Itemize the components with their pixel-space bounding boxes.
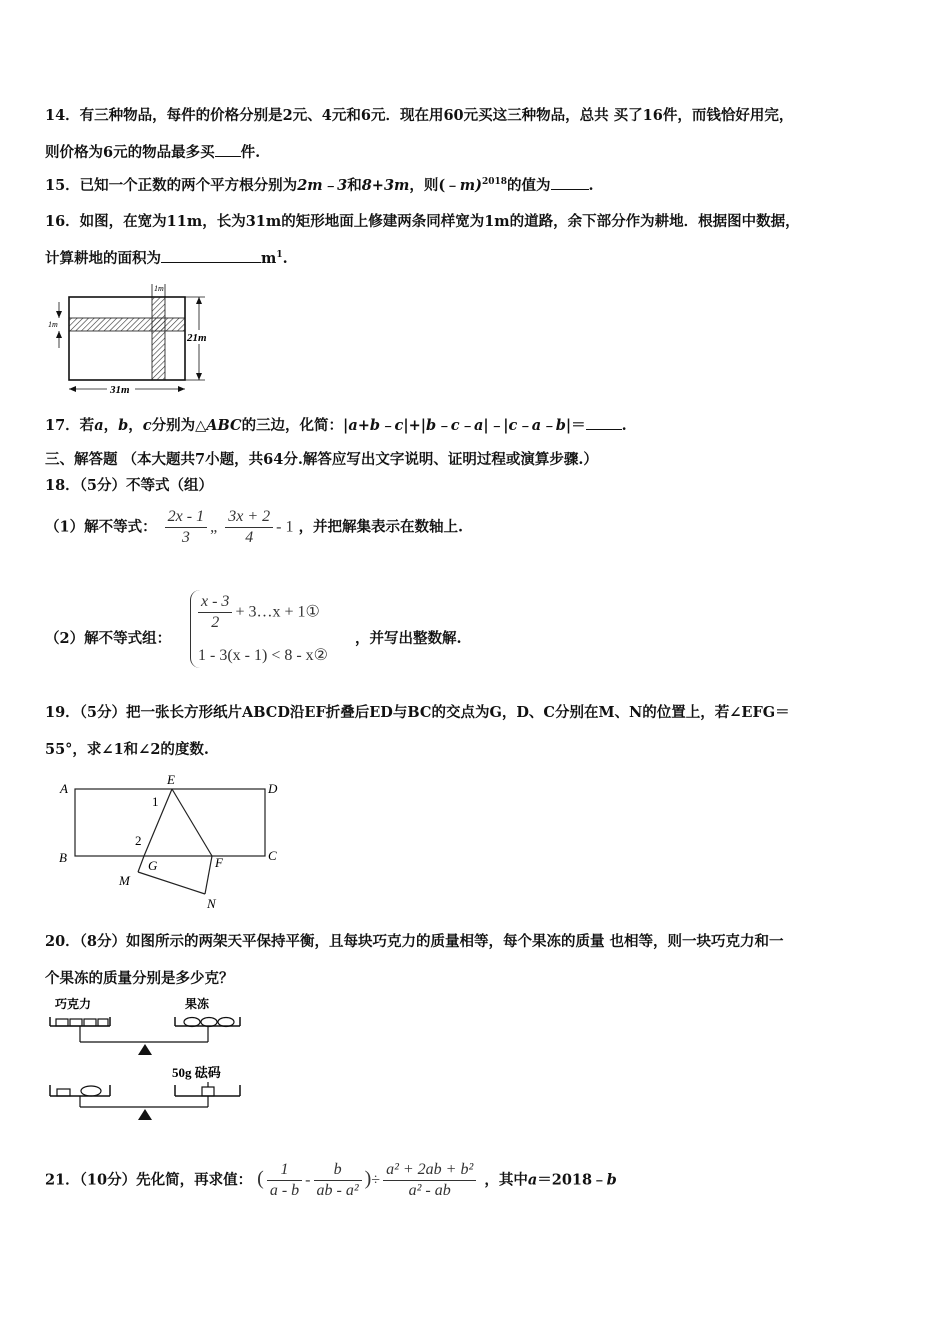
q14-line2 <box>45 141 260 162</box>
label-n: N <box>207 896 216 911</box>
minus-one: - 1 <box>276 518 294 536</box>
horizontal-road <box>69 318 185 331</box>
answer-blank <box>551 177 589 190</box>
length-label: 31m <box>110 384 130 396</box>
road-width-left-label: 1m <box>48 320 58 329</box>
var-b: b <box>118 417 129 434</box>
q14-tail: 件. <box>240 144 261 161</box>
q17-text: 分别为△ <box>151 417 207 434</box>
width-label: 21m <box>187 332 207 344</box>
q15-text: 15．已知一个正数的两个平方根分别为 <box>45 177 298 194</box>
q15-expr1: 2m﹣3 <box>297 177 348 194</box>
fraction-denominator: 2 <box>211 614 220 631</box>
answer-blank <box>215 144 241 157</box>
fraction-numerator: 2x - 1 <box>165 507 207 528</box>
q16-line1: 16．如图，在宽为11m，长为31m的矩形地面上修建两条同样宽为1m的道路，余下部分作为耕地．根据图中数据， <box>45 213 800 230</box>
close-paren: ) <box>364 1167 372 1190</box>
label-c: C <box>268 848 277 863</box>
q16-text: 计算耕地的面积为 <box>45 250 161 267</box>
jelly-label: 果冻 <box>185 997 210 1011</box>
fraction-numerator: 3x + 2 <box>225 507 273 528</box>
var-a: a <box>527 1171 538 1189</box>
q21-label: 21．（10分）先化简，再求值： <box>45 1171 253 1189</box>
system-row-2 <box>198 645 328 665</box>
balance-2 <box>50 1082 240 1120</box>
var-c: c <box>142 417 152 434</box>
q16-period: . <box>282 250 288 267</box>
q15-exponent: 2018 <box>481 177 508 188</box>
q15-expr2: 8+3m <box>361 177 410 194</box>
triangle-name: ABC <box>206 417 242 434</box>
road-width-top-label: 1m <box>154 284 164 293</box>
q21-where: ，其中 <box>484 1171 528 1189</box>
q16-line2 <box>45 247 288 268</box>
var-a: a <box>94 417 104 434</box>
q18-part1-label: （1）解不等式： <box>45 518 157 536</box>
label-e: E <box>167 772 175 787</box>
q16-unit-exponent: 1 <box>276 250 283 261</box>
weight-label: 50g 砝码 <box>172 1065 221 1080</box>
q17-line <box>45 414 627 435</box>
rectangle-abcd <box>75 789 265 856</box>
q14-text: 则价格为6元的物品最多买 <box>45 144 215 161</box>
q15-period: . <box>588 177 594 194</box>
fraction-denominator: 3 <box>181 529 190 546</box>
minus-sign: - <box>305 1171 311 1189</box>
q18-part2-label: （2）解不等式组： <box>45 630 172 647</box>
open-paren: ( <box>257 1167 264 1190</box>
q15-then: ，则(﹣ <box>409 177 460 194</box>
comma: ， <box>103 417 119 434</box>
q21-equals: ＝2018﹣ <box>537 1171 607 1189</box>
q18-part1 <box>45 507 463 548</box>
inequality-2: 1 - 3(x - 1) < 8 - x② <box>198 647 329 664</box>
q18-part2-instruction: ，并写出整数解. <box>355 630 462 647</box>
fraction-denominator: ab - a² <box>316 1182 359 1199</box>
fraction-denominator: 4 <box>245 529 254 546</box>
q15-base: m) <box>459 177 482 194</box>
q15-and: 和 <box>347 177 362 194</box>
comma: ， <box>128 417 143 434</box>
fraction-numerator: a² + 2ab + b² <box>383 1160 476 1181</box>
q19-folding-figure <box>55 772 295 912</box>
q17-if: 17．若 <box>45 417 95 434</box>
balance-1 <box>50 1017 240 1055</box>
angle-1-label: 1 <box>152 794 159 809</box>
q21-line <box>45 1160 617 1201</box>
q20-balance-figure <box>45 995 245 1125</box>
q17-simplify: 的三边，化简：| <box>241 417 349 434</box>
section-3-heading: 三、解答题 （本大题共7小题，共64分.解答应写出文字说明、证明过程或演算步骤.） <box>45 451 598 468</box>
q19-line1: 19．（5分）把一张长方形纸片ABCD沿EF折叠后ED与BC的交点为G，D、C分别在M、N的位置上，若∠EFG＝ <box>45 704 790 721</box>
fraction <box>267 1160 302 1201</box>
chocolate-label: 巧克力 <box>55 997 92 1011</box>
fraction-numerator: 1 <box>267 1160 302 1181</box>
q18-title: 18．（5分）不等式（组） <box>45 477 214 494</box>
divide-sign: ÷ <box>371 1171 381 1189</box>
vertical-road <box>152 297 165 380</box>
fraction-numerator: x - 3 <box>198 592 232 613</box>
fraction <box>314 1160 362 1201</box>
q16-unit: m <box>261 250 277 267</box>
q18-part1-instruction: ，并把解集表示在数轴上. <box>298 518 464 536</box>
fraction <box>165 507 207 548</box>
fraction <box>383 1160 476 1201</box>
fraction-denominator: a² - ab <box>408 1182 451 1199</box>
label-m: M <box>119 873 130 888</box>
fraction-denominator: a - b <box>269 1182 300 1199</box>
q15-value-of: 的值为 <box>507 177 551 194</box>
fraction-numerator: b <box>314 1160 362 1181</box>
answer-blank <box>586 417 622 430</box>
leq-sign: „ <box>210 518 218 536</box>
system-row-1 <box>198 592 320 633</box>
label-a: A <box>60 781 68 796</box>
q20-line2: 个果冻的质量分别是多少克？ <box>45 970 234 987</box>
q17-expression: a+b﹣c|+|b﹣c﹣a|﹣|c﹣a﹣b <box>348 417 566 434</box>
q20-line1: 20．（8分）如图所示的两架天平保持平衡，且每块巧克力的质量相等，每个果冻的质量 也相等，则一块巧克力和一 <box>45 933 784 950</box>
q14-line1: 14．有三种物品，每件的价格分别是2元、4元和6元．现在用60元买这三种物品，总共 买了16件，而钱恰好用完， <box>45 107 794 124</box>
var-b: b <box>606 1171 617 1189</box>
fraction <box>198 592 232 633</box>
label-f: F <box>215 855 223 870</box>
label-d: D <box>268 781 278 796</box>
angle-2-label: 2 <box>135 833 142 848</box>
inequality-1-tail: + 3…x + 1① <box>235 603 320 621</box>
label-g: G <box>148 858 158 873</box>
q17-equals: |＝ <box>565 417 586 434</box>
q15-line <box>45 174 594 195</box>
q19-line2: 55°，求∠1和∠2的度数. <box>45 741 209 758</box>
label-b: B <box>59 850 67 865</box>
answer-blank <box>161 250 261 263</box>
q16-rectangle-figure <box>45 282 225 397</box>
field-rect <box>69 297 185 380</box>
q17-period: . <box>621 417 627 434</box>
fraction <box>225 507 273 548</box>
